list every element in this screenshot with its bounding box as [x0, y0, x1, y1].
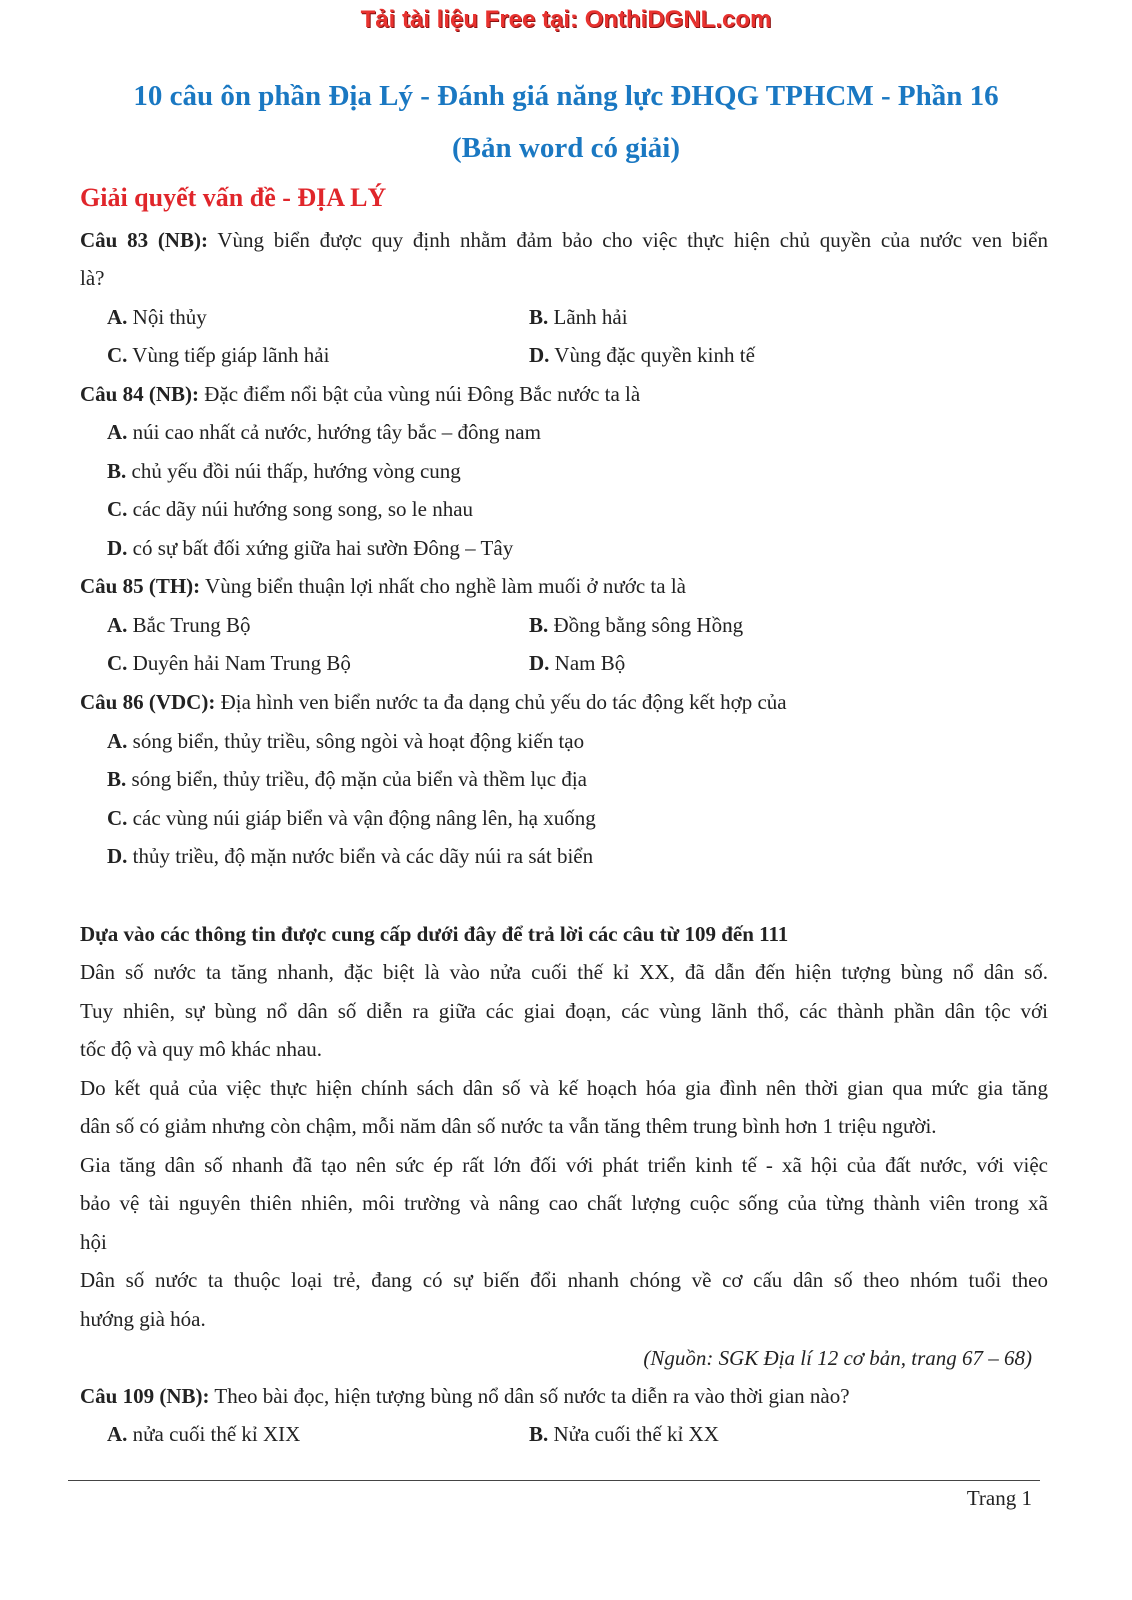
footer-divider [68, 1480, 1040, 1481]
question-text: Theo bài đọc, hiện tượng bùng nổ dân số nước ta diễn ra vào thời gian nào? [209, 1384, 850, 1408]
question-86 [80, 690, 787, 715]
option-c: C. các dãy núi hướng song song, so le nhau [107, 497, 474, 521]
option-d: D. Vùng đặc quyền kinh tế [529, 343, 755, 367]
passage-line: Dân số nước ta thuộc loại trẻ, đang có sự biến đổi nhanh chóng về cơ cấu dân số theo nhóm tuổi theo [80, 1268, 1048, 1292]
page-subtitle: (Bản word có giải) [452, 132, 680, 164]
question-label: Câu 83 (NB): [80, 228, 208, 252]
option-a: A. Nội thủy [107, 305, 207, 329]
question-text: Đặc điểm nổi bật của vùng núi Đông Bắc nước ta là [199, 382, 641, 406]
question-83-cont: là? [80, 266, 105, 290]
option-a: A. Bắc Trung Bộ [107, 613, 251, 637]
question-84 [80, 382, 640, 407]
option-a: A. núi cao nhất cả nước, hướng tây bắc – đông nam [107, 420, 541, 444]
section-heading: Giải quyết vấn đề - ĐỊA LÝ [80, 183, 387, 212]
passage-line: tốc độ và quy mô khác nhau. [80, 1037, 323, 1061]
question-label: Câu 86 (VDC): [80, 690, 216, 714]
question-text: Địa hình ven biển nước ta đa dạng chủ yếu do tác động kết hợp của [215, 690, 787, 714]
download-banner[interactable]: Tải tài liệu Free tại: OnthiDGNL.com [360, 6, 772, 33]
question-text: Vùng biển thuận lợi nhất cho nghề làm muối ở nước ta là [200, 574, 686, 598]
option-c: C. các vùng núi giáp biển và vận động nâng lên, hạ xuống [107, 806, 596, 830]
option-b: B. sóng biển, thủy triều, độ mặn của biển và thềm lục địa [107, 767, 587, 791]
option-d: D. có sự bất đối xứng giữa hai sườn Đông – Tây [107, 536, 514, 560]
passage-line: Dân số nước ta tăng nhanh, đặc biệt là vào nửa cuối thế kỉ XX, đã dẫn đến hiện tượng bùng nổ dân số. [80, 960, 1048, 984]
passage-heading: Dựa vào các thông tin được cung cấp dưới đây để trả lời các câu từ 109 đến 111 [80, 922, 789, 946]
passage-line: dân số có giảm nhưng còn chậm, mỗi năm dân số nước ta vẫn tăng thêm trung bình hơn 1 triệu người. [80, 1114, 937, 1138]
passage-line: Gia tăng dân số nhanh đã tạo nên sức ép rất lớn đối với phát triển kinh tế - xã hội của đất nước, với việc [80, 1153, 1048, 1177]
option-c: C. Vùng tiếp giáp lãnh hải [107, 343, 330, 367]
passage-line: Do kết quả của việc thực hiện chính sách dân số và kế hoạch hóa gia đình nên thời gian qua mức gia tăng [80, 1076, 1048, 1100]
question-label: Câu 85 (TH): [80, 574, 201, 598]
option-d: D. thủy triều, độ mặn nước biển và các dãy núi ra sát biển [107, 844, 594, 868]
question-text: Vùng biển được quy định nhằm đảm bảo cho việc thực hiện chủ quyền của nước ven biển [207, 228, 1048, 252]
passage-line: Tuy nhiên, sự bùng nổ dân số diễn ra giữa các giai đoạn, các vùng lãnh thổ, các thành phần dân tộc với [80, 999, 1048, 1023]
option-b: B. chủ yếu đồi núi thấp, hướng vòng cung [107, 459, 461, 483]
question-109 [80, 1384, 850, 1409]
option-d: D. Nam Bộ [529, 651, 626, 675]
option-b: B. Đồng bằng sông Hồng [529, 613, 744, 637]
passage-line: hướng già hóa. [80, 1307, 206, 1331]
question-label: Câu 109 (NB): [80, 1384, 210, 1408]
option-c: C. Duyên hải Nam Trung Bộ [107, 651, 351, 675]
passage-line: bảo vệ tài nguyên thiên nhiên, môi trường và nâng cao chất lượng cuộc sống của từng thành viên trong xã [80, 1191, 1048, 1215]
question-83 [80, 228, 1048, 253]
question-label: Câu 84 (NB): [80, 382, 199, 406]
question-85 [80, 574, 686, 599]
page-title: 10 câu ôn phần Địa Lý - Đánh giá năng lực ĐHQG TPHCM - Phần 16 [133, 80, 999, 112]
page-number: Trang 1 [966, 1486, 1032, 1510]
passage-line: hội [80, 1230, 107, 1254]
option-a: A. sóng biển, thủy triều, sông ngòi và hoạt động kiến tạo [107, 729, 585, 753]
option-a: A. nửa cuối thế kỉ XIX [107, 1422, 301, 1446]
option-b: B. Lãnh hải [529, 305, 628, 329]
passage-source: (Nguồn: SGK Địa lí 12 cơ bản, trang 67 – 68) [643, 1346, 1032, 1370]
option-b: B. Nửa cuối thế kỉ XX [529, 1422, 719, 1446]
